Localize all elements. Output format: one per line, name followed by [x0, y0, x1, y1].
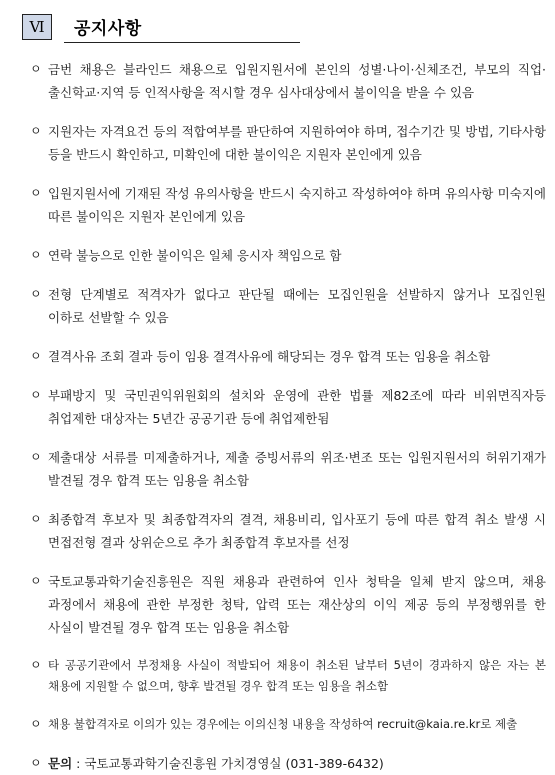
section-title: 공지사항	[74, 19, 142, 39]
notice-item-blind-recruitment	[30, 58, 546, 104]
bullet-icon: ㅇ	[30, 124, 42, 138]
bullet-icon: ㅇ	[30, 574, 42, 588]
notice-text: 채용 불합격자로 이의가 있는 경우에는 이의신청 내용을 작성하여 recruit@kaia.re.kr로 제출	[48, 717, 518, 731]
notice-item-objection	[30, 714, 546, 735]
bullet-icon: ㅇ	[30, 512, 42, 526]
bullet-icon: ㅇ	[30, 287, 42, 301]
contact-text: 국토교통과학기술진흥원 가치경영실 (031-389-6432)	[84, 756, 384, 771]
notice-text: 국토교통과학기술진흥원은 직원 채용과 관련하여 인사 청탁을 일체 받지 않으며, 채용 과정에서 채용에 관한 부정한 청탁, 압력 또는 재산상의 이익 제공 등의 부정행위를 한 사실이 발견될 경우 합격 또는 임용을 취소함	[48, 574, 546, 635]
notice-item-fraud-history	[30, 655, 546, 697]
notice-text: 결격사유 조회 결과 등이 임용 결격사유에 해당되는 경우 합격 또는 임용을 취소함	[48, 349, 491, 364]
notice-text: 연락 불능으로 인한 불이익은 일체 응시자 책임으로 함	[48, 248, 342, 263]
notice-list	[30, 58, 546, 775]
notice-text: 타 공공기관에서 부정채용 사실이 적발되어 채용이 취소된 날부터 5년이 경과하지 않은 자는 본 채용에 지원할 수 없으며, 향후 발견될 경우 합격 또는 임용을 취소함	[48, 658, 546, 693]
notice-text: 부패방지 및 국민권익위원회의 설치와 운영에 관한 법률 제82조에 따라 비위면직자등 취업제한 대상자는 5년간 공공기관 등에 취업제한됨	[48, 388, 546, 426]
notice-item-eligibility	[30, 120, 546, 166]
title-underline	[64, 42, 300, 43]
notice-text: 최종합격 후보자 및 최종합격자의 결격, 채용비리, 입사포기 등에 따른 합격 취소 발생 시 면접전형 결과 상위순으로 추가 최종합격 후보자를 선정	[48, 512, 546, 550]
notice-text: 입원지원서에 기재된 작성 유의사항을 반드시 숙지하고 작성하여야 하며 유의사항 미숙지에 따른 불이익은 지원자 본인에게 있음	[48, 186, 546, 224]
bullet-icon: ㅇ	[30, 756, 42, 770]
notice-item-solicitation	[30, 570, 546, 639]
notice-item-document-forgery	[30, 446, 546, 492]
bullet-icon: ㅇ	[30, 717, 42, 731]
bullet-icon: ㅇ	[30, 248, 42, 262]
bullet-icon: ㅇ	[30, 658, 42, 672]
section-header	[22, 12, 300, 44]
notice-text: 전형 단계별로 적격자가 없다고 판단될 때에는 모집인원을 선발하지 않거나 모집인원 이하로 선발할 수 있음	[48, 287, 546, 325]
section-number-box: Ⅵ	[22, 14, 52, 40]
bullet-icon: ㅇ	[30, 186, 42, 200]
notice-text: 제출대상 서류를 미제출하거나, 제출 증빙서류의 위조·변조 또는 입원지원서의 허위기재가 발견될 경우 합격 또는 임용을 취소함	[48, 450, 546, 488]
notice-item-disqualification	[30, 345, 546, 368]
bullet-icon: ㅇ	[30, 450, 42, 464]
notice-text: 금번 채용은 블라인드 채용으로 입원지원서에 본인의 성별·나이·신체조건, 부모의 직업·출신학교·지역 등 인적사항을 적시할 경우 심사대상에서 불이익을 받을 수 있음	[48, 62, 546, 100]
contact-separator: :	[72, 756, 85, 771]
bullet-icon: ㅇ	[30, 388, 42, 402]
contact-label: 문의	[48, 756, 73, 771]
notice-text: 지원자는 자격요건 등의 적합여부를 판단하여 지원하여야 하며, 접수기간 및 방법, 기타사항 등을 반드시 확인하고, 미확인에 대한 불이익은 지원자 본인에게 있음	[48, 124, 546, 162]
bullet-icon: ㅇ	[30, 62, 42, 76]
notice-item-form-guidelines	[30, 182, 546, 228]
notice-item-anti-corruption	[30, 384, 546, 430]
notice-item-additional-candidates	[30, 508, 546, 554]
bullet-icon: ㅇ	[30, 349, 42, 363]
notice-item-no-qualified	[30, 283, 546, 329]
notice-item-contact	[30, 752, 546, 775]
notice-item-contact-failure	[30, 244, 546, 267]
